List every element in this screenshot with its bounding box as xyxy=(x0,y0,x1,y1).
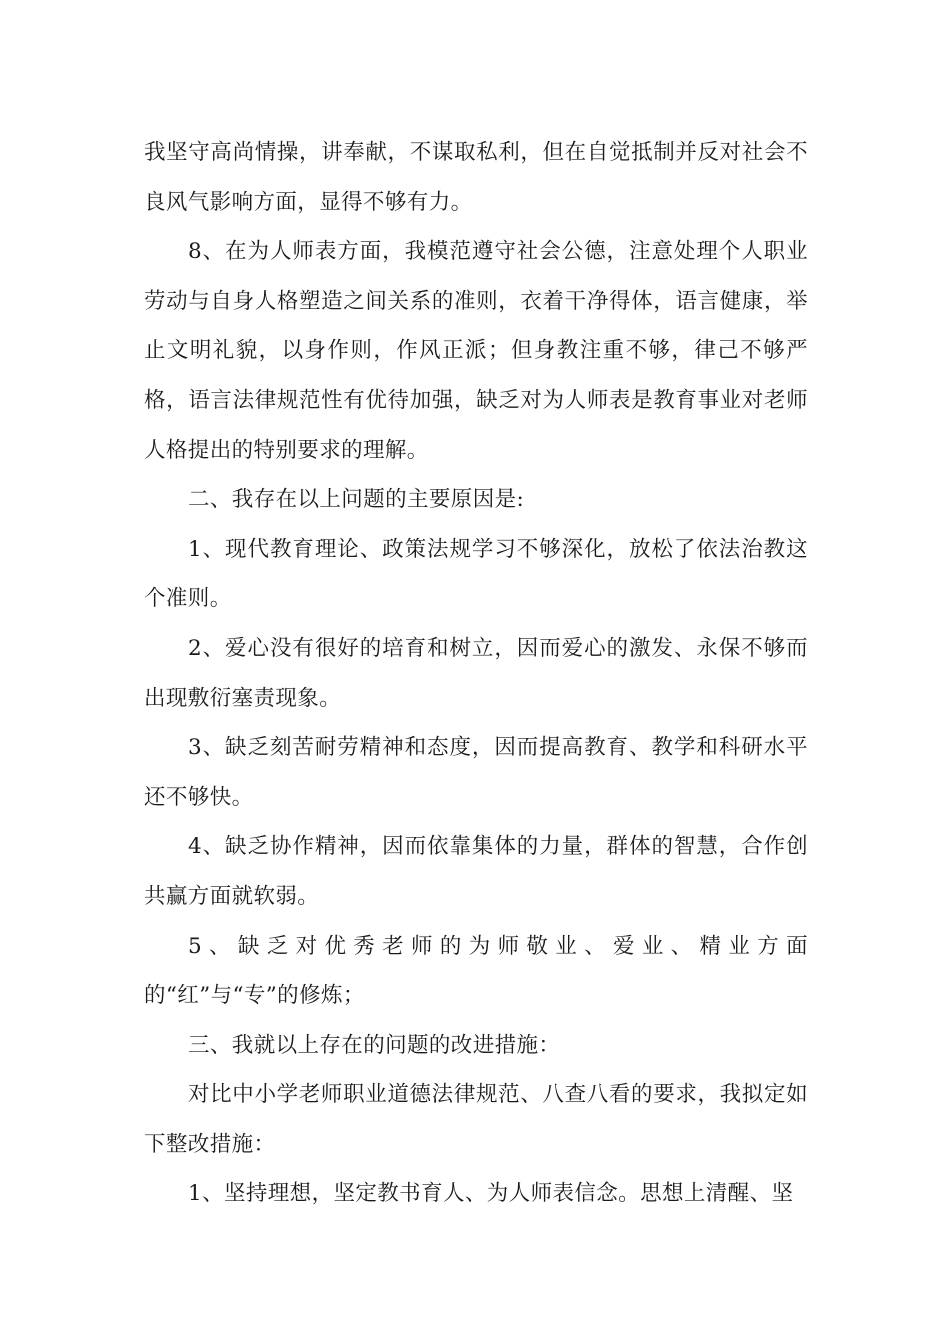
reason-item-2: 2、爱心没有很好的培育和树立，因而爱心的激发、永保不够而出现敷衍塞责现象。 xyxy=(144,635,808,711)
reason-item-1: 1、现代教育理论、政策法规学习不够深化，放松了依法治教这个准则。 xyxy=(144,536,808,612)
paragraph-item-8: 8、在为人师表方面，我模范遵守社会公德，注意处理个人职业劳动与自身人格塑造之间关系的准则，衣着干净得体，语言健康，举止文明礼貌，以身作则，作风正派；但身教注重不够，律己不够严格，语言法律规范性有优待加强，缺乏对为人师表是教育事业对老师人格提出的特别要求的理解。 xyxy=(144,239,808,463)
document-body xyxy=(144,128,808,1219)
measures-intro: 对比中小学老师职业道德法律规范、八查八看的要求，我拟定如下整改措施： xyxy=(144,1082,808,1157)
reason-item-5: 5、缺乏对优秀老师的为师敬业、爱业、精业方面的“红”与“专”的修炼； xyxy=(144,933,808,1009)
reason-item-3: 3、缺乏刻苦耐劳精神和态度，因而提高教育、教学和科研水平还不够快。 xyxy=(144,735,808,810)
paragraph-continuation: 我坚守高尚情操，讲奉献，不谋取私利，但在自觉抵制并反对社会不良风气影响方面，显得不够有力。 xyxy=(144,140,808,215)
reason-item-4: 4、缺乏协作精神，因而依靠集体的力量，群体的智慧，合作创共赢方面就软弱。 xyxy=(144,834,808,909)
measure-item-1: 1、坚持理想，坚定教书育人、为人师表信念。思想上清醒、坚 xyxy=(188,1181,794,1207)
section-heading-3: 三、我就以上存在的问题的改进措施： xyxy=(188,1032,561,1058)
section-heading-2: 二、我存在以上问题的主要原因是: xyxy=(188,487,525,513)
